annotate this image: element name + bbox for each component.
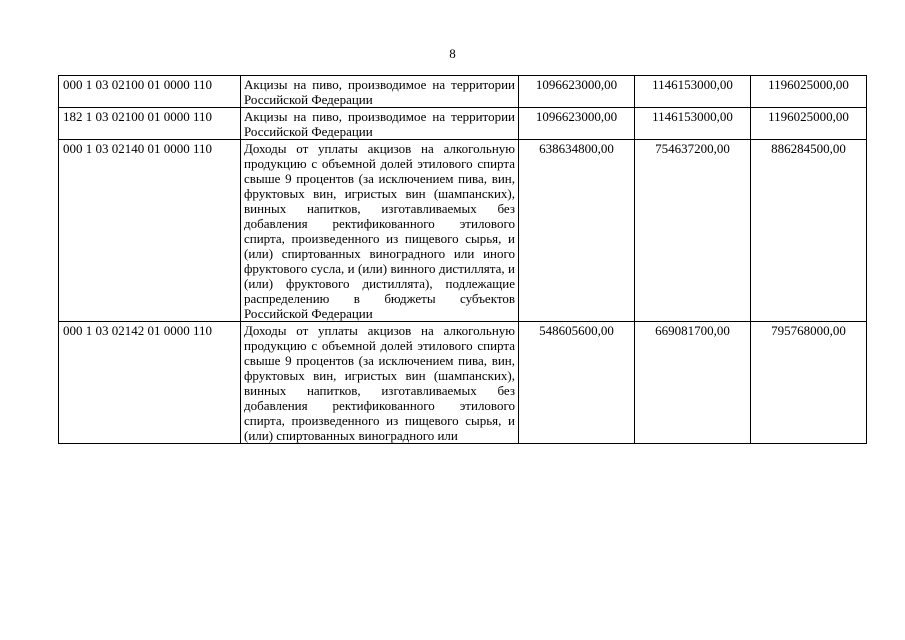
page-number: 8 bbox=[449, 46, 456, 61]
table-row bbox=[59, 140, 867, 322]
budget-code-cell: 000 1 03 02100 01 0000 110 bbox=[59, 76, 241, 108]
description-cell: Доходы от уплаты акцизов на алкогольную продукцию с объемной долей этилового спирта свыше 9 процентов (за исключением пива, вин, фруктовых вин, игристых вин (шампанских), винных напитков, изготавливаемых без добавления ректификованного этилового спирта, произведенного из пищевого сырья, и (или) спиртованных виноградного или иного фруктового сусла, и (или) винного дистиллята, и (или) фруктового дистиллята), подлежащие распределению в бюджеты субъектов Российской Федерации bbox=[241, 140, 519, 322]
amount-cell-year-2: 1146153000,00 bbox=[635, 108, 751, 140]
description-cell: Доходы от уплаты акцизов на алкогольную продукцию с объемной долей этилового спирта свыше 9 процентов (за исключением пива, вин, фруктовых вин, игристых вин (шампанских), винных напитков, изготавливаемых без добавления ректификованного этилового спирта, произведенного из пищевого сырья, и (или) спиртованных виноградного или bbox=[241, 322, 519, 444]
budget-code-cell: 182 1 03 02100 01 0000 110 bbox=[59, 108, 241, 140]
amount-cell-year-2: 1146153000,00 bbox=[635, 76, 751, 108]
amount-cell-year-3: 1196025000,00 bbox=[751, 108, 867, 140]
table-row bbox=[59, 76, 867, 108]
amount-cell-year-3: 1196025000,00 bbox=[751, 76, 867, 108]
amount-cell-year-1: 548605600,00 bbox=[519, 322, 635, 444]
amount-cell-year-1: 1096623000,00 bbox=[519, 76, 635, 108]
description-cell: Акцизы на пиво, производимое на территории Российской Федерации bbox=[241, 76, 519, 108]
amount-cell-year-1: 638634800,00 bbox=[519, 140, 635, 322]
table-row bbox=[59, 108, 867, 140]
amount-cell-year-1: 1096623000,00 bbox=[519, 108, 635, 140]
amount-cell-year-2: 669081700,00 bbox=[635, 322, 751, 444]
amount-cell-year-2: 754637200,00 bbox=[635, 140, 751, 322]
revenue-table bbox=[58, 75, 867, 444]
budget-code-cell: 000 1 03 02140 01 0000 110 bbox=[59, 140, 241, 322]
amount-cell-year-3: 795768000,00 bbox=[751, 322, 867, 444]
table-row bbox=[59, 322, 867, 444]
budget-code-cell: 000 1 03 02142 01 0000 110 bbox=[59, 322, 241, 444]
amount-cell-year-3: 886284500,00 bbox=[751, 140, 867, 322]
description-cell: Акцизы на пиво, производимое на территории Российской Федерации bbox=[241, 108, 519, 140]
